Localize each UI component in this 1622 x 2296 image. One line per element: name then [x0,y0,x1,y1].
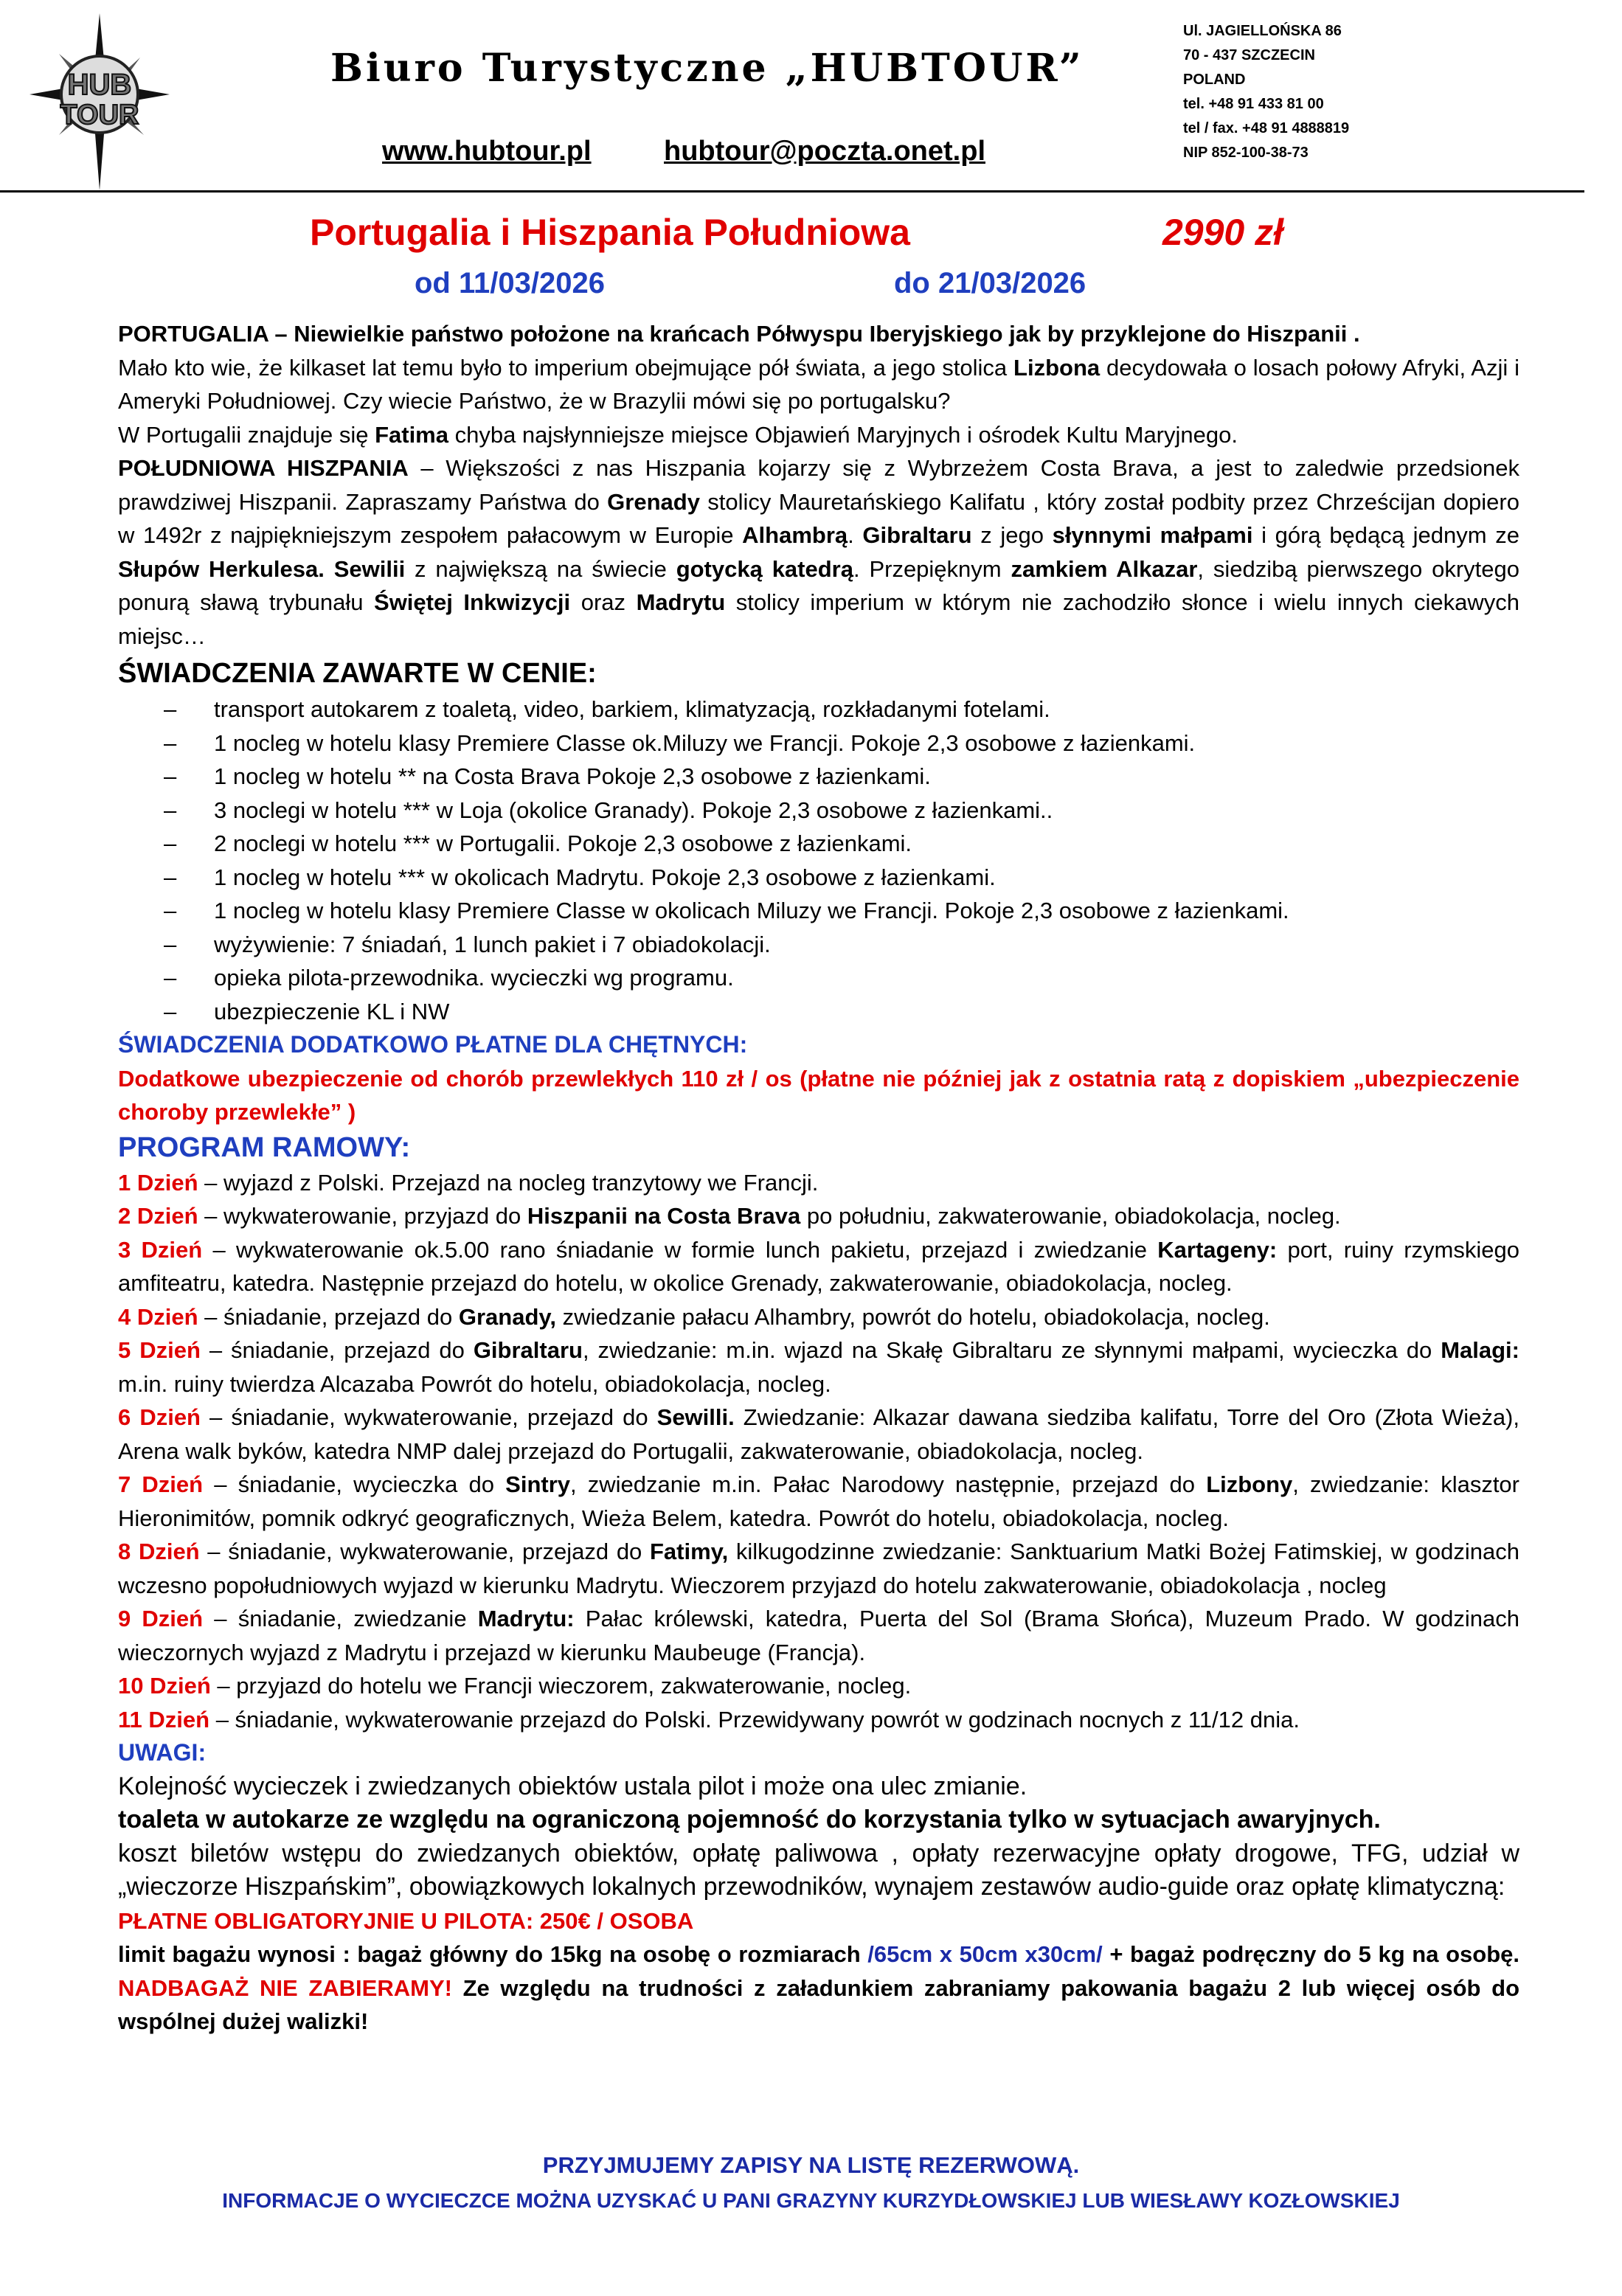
day-word: Dzień [142,1471,204,1497]
day-word: Dzień [139,1337,201,1363]
address-line: Ul. JAGIELLOŃSKA 86 [1183,23,1342,39]
list-item: – opieka pilota-przewodnika. wycieczki wg programu. [118,961,1519,995]
program-day: 11 Dzień – śniadanie, wykwaterowanie przejazd do Polski. Przewidywany powrót w godzinach nocnych z 11/12 dnia. [118,1706,1300,1733]
day-word: Dzień [141,1236,203,1263]
program-days [118,1166,1519,1737]
list-item: – 1 nocleg w hotelu ** na Costa Brava Pokoje 2,3 osobowe z łazienkami. [118,760,1519,794]
program-day: 1 Dzień – wyjazd z Polski. Przejazd na nocleg tranzytowy we Francji. [118,1169,819,1196]
program-day: 3 Dzień – wykwaterowanie ok.5.00 rano śniadanie w formie lunch pakietu, przejazd i zwiedzanie Kartageny: port, ruiny rzymskiego amfiteatru, katedra. Następnie przejazd do hotelu, w okolice Grenady, zakwaterowanie, obiadokolacja, nocleg. [118,1236,1519,1296]
day-label: 8 [118,1539,131,1564]
program-day: 10 Dzień – przyjazd do hotelu we Francji wieczorem, zakwaterowanie, nocleg. [118,1673,912,1699]
date-to: do 21/03/2026 [894,267,1086,299]
program-heading: PROGRAM RAMOWY: [118,1131,411,1163]
day-label: 2 [118,1203,131,1229]
program-day: 4 Dzień – śniadanie, przejazd do Granady, zwiedzanie pałacu Alhambry, powrót do hotelu, obiadokolacja, nocleg. [118,1303,1270,1330]
extra-heading: ŚWIADCZENIA DODATKOWO PŁATNE DLA CHĘTNYCH: [118,1031,748,1058]
list-item: – 2 noclegi w hotelu *** w Portugalii. Pokoje 2,3 osobowe z łazienkami. [118,827,1519,861]
hubtour-logo [30,13,170,190]
logo-text-top: HUB [67,69,132,101]
intro-paragraph: Mało kto wie, że kilkaset lat temu było to imperium obejmujące pół świata, a jego stolica Lizbona decydowała o losach połowy Afryki, Azji i Ameryki Południowej. Czy wiecie Państwo, że w Brazylii mówi się po portugalsku? [118,354,1520,414]
email-link[interactable]: hubtour@poczta.onet.pl [664,136,985,167]
address-line: NIP 852-100-38-73 [1183,145,1309,161]
address-line: 70 - 437 SZCZECIN [1183,47,1315,63]
program-day: 6 Dzień – śniadanie, wykwaterowanie, przejazd do Sewilli. Zwiedzanie: Alkazar dawana siedziba kalifatu, Torre del Oro (Złota Wieża), Arena walk byków, katedra NMP dalej przejazd do Portugalii, zakwaterowanie, obiadokolacja, nocleg. [118,1404,1519,1464]
list-item: – 1 nocleg w hotelu klasy Premiere Classe ok.Miluzy we Francji. Pokoje 2,3 osobowe z łazienkami. [118,726,1519,760]
day-label: 1 [118,1169,131,1196]
address-line: tel. +48 91 433 81 00 [1183,96,1324,112]
program-day: 8 Dzień – śniadanie, wykwaterowanie, przejazd do Fatimy, kilkugodzinne zwiedzanie: Sanktuarium Matki Bożej Fatimskiej, w godzinach wczesno popołudniowych wyjazd w kierunku Madrytu. Wieczorem przyjazd do hotelu zakwaterowanie, obiadokolacja , nocleg [118,1539,1519,1598]
day-label: 9 [118,1606,131,1631]
day-word: Dzień [142,1606,204,1631]
day-label: 4 [118,1303,131,1330]
notes-heading: UWAGI: [118,1739,207,1766]
agency-address [1183,19,1349,165]
header-divider [0,190,1584,193]
footer-reservation: PRZYJMUJEMY ZAPISY NA LISTĘ REZERWOWĄ. [542,2152,1080,2178]
list-item: – 1 nocleg w hotelu *** w okolicach Madrytu. Pokoje 2,3 osobowe z łazienkami. [118,861,1519,895]
day-word: Dzień [139,1404,201,1430]
footer-contact: INFORMACJE O WYCIECZCE MOŻNA UZYSKAĆ U PANI GRAZYNY KURZYDŁOWSKIEJ LUB WIESŁAWY KOZŁOWSKIEJ [222,2189,1400,2212]
day-label: 6 [118,1404,131,1430]
offer-title: Portugalia i Hiszpania Południowa [310,212,910,253]
list-item: – 1 nocleg w hotelu klasy Premiere Classe w okolicach Miluzy we Francji. Pokoje 2,3 osobowe z łazienkami. [118,894,1519,928]
mandatory-fee: PŁATNE OBLIGATORYJNIE U PILOTA: 250€ / OSOBA [118,1907,694,1934]
offer-content [118,317,1519,2039]
date-from: od 11/03/2026 [415,267,605,299]
day-word: Dzień [150,1673,211,1699]
day-word: Dzień [136,1303,198,1330]
agency-name: Biuro Turystyczne „HUBTOUR” [330,46,1084,91]
included-heading: ŚWIADCZENIA ZAWARTE W CENIE: [118,658,597,689]
intro-paragraph: W Portugalii znajduje się Fatima chyba najsłynniejsze miejsce Objawień Maryjnych i ośrodek Kultu Maryjnego. [118,421,1238,448]
notes-line: Kolejność wycieczek i zwiedzanych obiektów ustala pilot i może ona ulec zmianie. [118,1772,1027,1800]
intro-portugal: PORTUGALIA – Niewielkie państwo położone na krańcach Półwyspu Iberyjskiego jak by przyklejone do Hiszpanii . [118,321,1360,347]
notes-line: toaleta w autokarze ze względu na ograniczoną pojemność do korzystania tylko w sytuacjach awaryjnych. [118,1806,1381,1834]
luggage-limit: limit bagażu wynosi : bagaż główny do 15kg na osobę o rozmiarach /65cm x 50cm x30cm/ + bagaż podręczny do 5 kg na osobę. NADBAGAŻ NIE ZABIERAMY! Ze względu na trudności z załadunkiem zabraniamy pakowania bagażu 2 lub więcej osób do wspólnej dużej walizki! [118,1941,1520,2034]
day-label: 7 [118,1471,131,1497]
day-word: Dzień [148,1706,210,1733]
extra-text: Dodatkowe ubezpieczenie od chorób przewlekłych 110 zł / os (płatne nie później jak z ostatnia ratą z dopiskiem „ubezpieczenie choroby przewlekłe” ) [118,1065,1519,1125]
program-day: 7 Dzień – śniadanie, wycieczka do Sintry, zwiedzanie m.in. Pałac Narodowy następnie, przejazd do Lizbony, zwiedzanie: klasztor Hieronimitów, pomnik odkryć geograficznych, Wieża Belem, katedra. Powrót do hotelu, obiadokolacja, nocleg. [118,1471,1519,1531]
notes-line: koszt biletów wstępu do zwiedzanych obiektów, opłatę paliwowa , opłaty rezerwacyjne opłaty drogowe, TFG, udział w „wieczorze Hiszpańskim”, obowiązkowych lokalnych przewodników, wynajem zestawów audio-guide oraz opłatę klimatyczną: [118,1839,1519,1901]
address-line: tel / fax. +48 91 4888819 [1183,120,1350,136]
list-item: – 3 noclegi w hotelu *** w Loja (okolice Granady). Pokoje 2,3 osobowe z łazienkami.. [118,794,1519,828]
day-label: 3 [118,1236,131,1263]
program-day: 9 Dzień – śniadanie, zwiedzanie Madrytu: Pałac królewski, katedra, Puerta del Sol (Brama Słońca), Muzeum Prado. W godzinach wieczornych wyjazd z Madrytu i przejazd w kierunku Maubeuge (Francja). [118,1606,1519,1665]
day-word: Dzień [136,1169,198,1196]
list-item: – wyżywienie: 7 śniadań, 1 lunch pakiet i 7 obiadokolacji. [118,928,1519,962]
offer-price: 2990 zł [1162,212,1284,253]
included-list [118,693,1519,1028]
program-day: 2 Dzień – wykwaterowanie, przyjazd do Hiszpanii na Costa Brava po południu, zakwaterowanie, obiadokolacja, nocleg. [118,1203,1341,1229]
day-word: Dzień [138,1539,200,1564]
day-label: 10 [118,1673,144,1699]
website-link[interactable]: www.hubtour.pl [382,136,592,167]
address-line: POLAND [1183,72,1246,88]
logo-text-bottom: TOUR [60,100,139,131]
list-item: – ubezpieczenie KL i NW [118,995,1519,1029]
list-item: – transport autokarem z toaletą, video, barkiem, klimatyzacją, rozkładanymi fotelami. [118,693,1519,726]
day-label: 5 [118,1337,131,1363]
day-label: 11 [118,1706,142,1733]
intro-spain: POŁUDNIOWA HISZPANIA – Większości z nas Hiszpania kojarzy się z Wybrzeżem Costa Brava, a jest to zaledwie przedsionek prawdziwej Hiszpanii. Zapraszamy Państwa do Grenady stolicy Mauretańskiego Kalifatu , który został podbity przez Chrześcijan dopiero w 1492r z najpiękniejszym zespołem pałacowym w Europie Alhambrą. Gibraltaru z jego słynnymi małpami i górą będącą jednym ze Słupów Herkulesa. Sewilii z największą na świecie gotycką katedrą. Przepięknym zamkiem Alkazar, siedzibą pierwszego okrytego ponurą sławą trybunału Świętej Inkwizycji oraz Madrytu stolicy imperium w którym nie zachodziło słonce i wielu innych ciekawych miejsc… [118,455,1520,649]
program-day: 5 Dzień – śniadanie, przejazd do Gibraltaru, zwiedzanie: m.in. wjazd na Skałę Gibraltaru ze słynnymi małpami, wycieczka do Malagi: m.in. ruiny twierdza Alcazaba Powrót do hotelu, obiadokolacja, nocleg. [118,1337,1519,1397]
day-word: Dzień [136,1203,198,1229]
